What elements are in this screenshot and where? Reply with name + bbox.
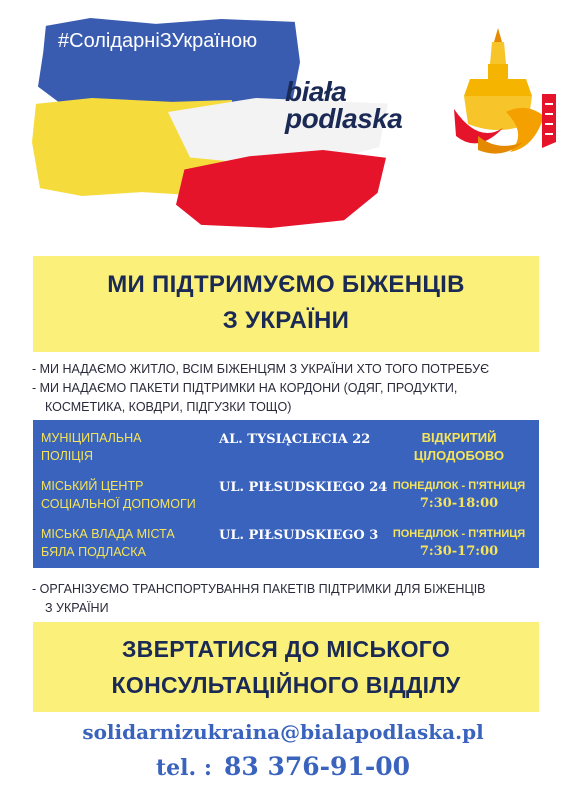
town-hall-emblem-icon [448,24,558,164]
cta-line-1: ЗВЕРТАТИСЯ ДО МІСЬКОГО [121,636,451,662]
list-item: - МИ НАДАЄМО ПАКЕТИ ПІДТРИМКИ НА КОРДОНИ (ОДЯГ, ПРОДУКТИ, [32,381,458,395]
hours-time: 7:30-17:00 [419,544,499,559]
hours-line: ВІДКРИТИЙ [421,430,497,445]
office-name-line: МІСЬКИЙ ЦЕНТР [41,479,144,493]
table-row [33,522,539,566]
table-row [33,474,539,518]
office-name-line: СОЦІАЛЬНОЇ ДОПОМОГИ [41,497,196,511]
office-name-line: МІСЬКА ВЛАДА МІСТА [41,527,175,541]
headline-line-1: МИ ПІДТРИМУЄМО БІЖЕНЦІВ [107,271,465,298]
office-name [41,525,221,561]
hours-line: ЦІЛОДОБОВО [413,448,505,463]
headline-banner [33,256,539,352]
logo-line-1: biała [285,76,347,107]
office-name-line: БЯЛА ПОДЛАСКА [41,545,146,559]
hours-line: ПОНЕДІЛОК - П'ЯТНИЦЯ [392,480,526,492]
city-logo [285,78,402,132]
office-name-line: ПОЛІЦІЯ [41,449,93,463]
contact-table [33,420,539,568]
hashtag: #СолідарніЗУкраїною [58,30,258,52]
transport-list [32,580,552,618]
office-hours [389,477,529,513]
hours-time: 7:30-18:00 [419,496,499,511]
list-item-continuation: З УКРАЇНИ [45,601,109,615]
headline-line-2: З УКРАЇНИ [222,307,350,334]
phone-number[interactable]: 83 376-91-00 [223,752,410,781]
office-name-line: МУНІЦИПАЛЬНА [41,431,142,445]
email-link[interactable]: solidarnizukraina@bialapodlaska.pl [82,720,484,744]
office-name [41,429,221,465]
office-address: UL. PIŁSUDSKIEGO 3 [219,528,379,543]
cta-line-2: КОНСУЛЬТАЦІЙНОГО ВІДДІЛУ [111,672,461,698]
table-row [33,426,539,470]
office-hours [389,429,529,465]
cta-banner [33,622,539,712]
list-item: - МИ НАДАЄМО ЖИТЛО, ВСІМ БІЖЕНЦЯМ З УКРАЇНИ ХТО ТОГО ПОТРЕБУЄ [32,362,490,376]
phone-label: tel. : [156,755,212,781]
list-item-continuation: КОСМЕТИКА, КОВДРИ, ПІДГУЗКИ ТОЩО) [45,400,292,414]
services-list [32,360,552,417]
logo-line-2: podlaska [285,103,403,134]
office-hours [389,525,529,561]
flags-graphic [0,0,566,255]
list-item: - ОРГАНІЗУЄМО ТРАНСПОРТУВАННЯ ПАКЕТІВ ПІДТРИМКИ ДЛЯ БІЖЕНЦІВ [32,582,486,596]
office-address: AL. TYSIĄCLECIA 22 [219,432,371,447]
office-name [41,477,221,513]
phone-contact[interactable] [0,752,566,781]
hours-line: ПОНЕДІЛОК - П'ЯТНИЦЯ [392,528,526,540]
office-address: UL. PIŁSUDSKIEGO 24 [219,480,388,495]
